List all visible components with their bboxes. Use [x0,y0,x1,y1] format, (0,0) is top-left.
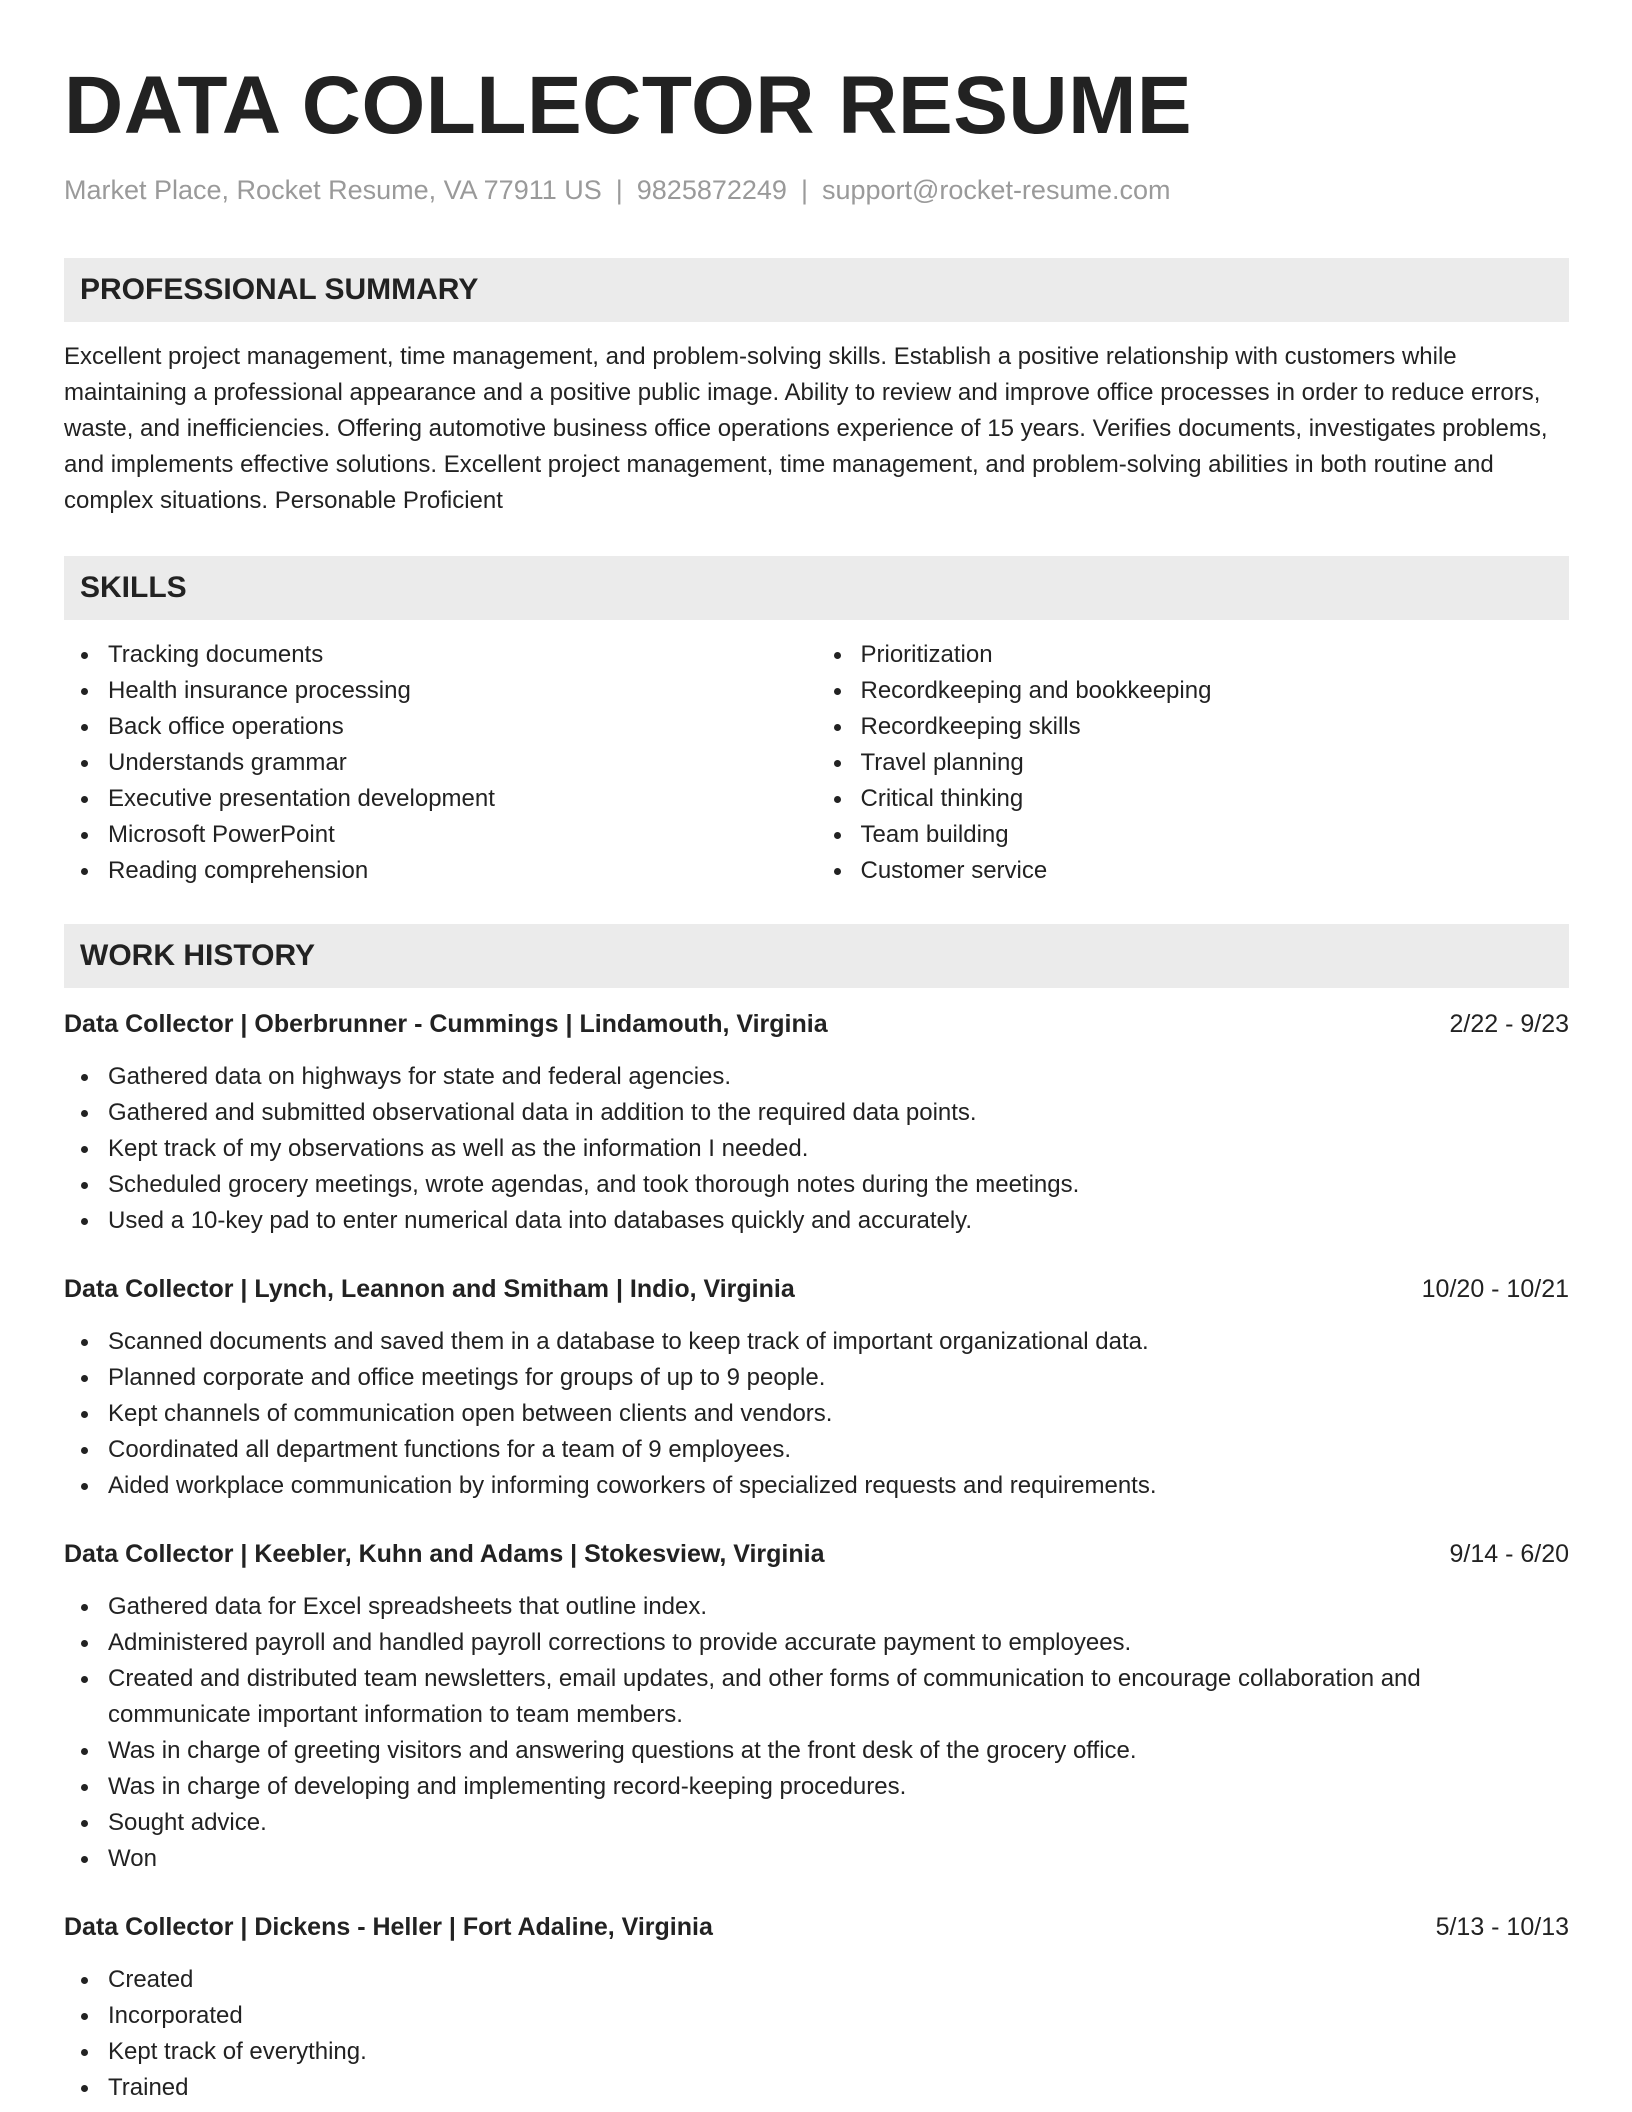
skill-item: Microsoft PowerPoint [108,817,817,853]
skill-item: Travel planning [861,745,1570,781]
job-entry [64,1006,1569,1239]
job-header [64,1271,1569,1307]
job-bullet: Sought advice. [108,1805,1569,1841]
job-bullet: Kept track of my observations as well as the information I needed. [108,1131,1569,1167]
job-bullets [64,1324,1569,1504]
skill-item: Recordkeeping and bookkeeping [861,673,1570,709]
job-bullet: Kept track of everything. [108,2034,1569,2070]
job-title: Data Collector | Dickens - Heller | Fort Adaline, Virginia [64,1913,713,1941]
job-bullets [64,1589,1569,1877]
job-entry [64,1536,1569,1877]
section-heading-work-history: WORK HISTORY [64,924,1569,988]
job-bullet: Won [108,1841,1569,1877]
job-bullet: Planned corporate and office meetings for groups of up to 9 people. [108,1360,1569,1396]
contact-line [64,174,1569,206]
contact-separator: | [615,175,623,205]
skill-item: Tracking documents [108,637,817,673]
job-bullets [64,1059,1569,1239]
job-header [64,1909,1569,1945]
job-bullet: Coordinated all department functions for a team of 9 employees. [108,1432,1569,1468]
job-bullet: Gathered data for Excel spreadsheets that outline index. [108,1589,1569,1625]
skill-item: Critical thinking [861,781,1570,817]
contact-phone: 9825872249 [636,175,787,205]
job-dates: 2/22 - 9/23 [1449,1010,1569,1038]
job-bullet: Gathered data on highways for state and federal agencies. [108,1059,1569,1095]
skill-item: Back office operations [108,709,817,745]
job-bullet: Kept channels of communication open between clients and vendors. [108,1396,1569,1432]
job-bullets [64,1962,1569,2106]
job-header [64,1536,1569,1572]
job-bullet: Used a 10-key pad to enter numerical data into databases quickly and accurately. [108,1203,1569,1239]
job-header [64,1006,1569,1042]
job-bullet: Incorporated [108,1998,1569,2034]
section-heading-summary: PROFESSIONAL SUMMARY [64,258,1569,322]
skill-item: Reading comprehension [108,853,817,889]
summary-paragraph: Excellent project management, time management, and problem-solving skills. Establish a positive relationship with customers while maintaining a professional appearance and a positive public image. Ability to review and improve office processes in order to reduce errors, waste, and inefficiencies. Offering automotive business office operations experience of 15 years. Verifies documents, investigates problems, and implements effective solutions. Excellent project management, time management, and problem-solving abilities in both routine and complex situations. Personable Proficient [64,343,1548,514]
job-bullet: Scanned documents and saved them in a database to keep track of important organizational data. [108,1324,1569,1360]
job-entry [64,1909,1569,2106]
skills-column-right [817,637,1570,889]
skill-item: Prioritization [861,637,1570,673]
job-title: Data Collector | Keebler, Kuhn and Adams | Stokesview, Virginia [64,1540,825,1568]
job-bullet: Created and distributed team newsletters, email updates, and other forms of communication to encourage collaboration and communicate important information to team members. [108,1661,1569,1733]
contact-email: support@rocket-resume.com [821,175,1171,205]
job-bullet: Created [108,1962,1569,1998]
job-bullet: Was in charge of developing and implementing record-keeping procedures. [108,1769,1569,1805]
job-bullet: Trained [108,2070,1569,2106]
job-bullet: Scheduled grocery meetings, wrote agendas, and took thorough notes during the meetings. [108,1167,1569,1203]
skill-item: Recordkeeping skills [861,709,1570,745]
job-dates: 10/20 - 10/21 [1421,1275,1569,1303]
skills-column-left [64,637,817,889]
job-bullet: Administered payroll and handled payroll corrections to provide accurate payment to employees. [108,1625,1569,1661]
skill-item: Understands grammar [108,745,817,781]
job-bullet: Aided workplace communication by informing coworkers of specialized requests and requirements. [108,1468,1569,1504]
job-dates: 9/14 - 6/20 [1449,1540,1569,1568]
skill-item: Executive presentation development [108,781,817,817]
section-heading-skills: SKILLS [64,556,1569,620]
job-bullet: Was in charge of greeting visitors and answering questions at the front desk of the grocery office. [108,1733,1569,1769]
resume-title: DATA COLLECTOR RESUME [64,60,1193,151]
job-entry [64,1271,1569,1504]
contact-address: Market Place, Rocket Resume, VA 77911 US [64,175,602,205]
skill-item: Health insurance processing [108,673,817,709]
job-dates: 5/13 - 10/13 [1435,1913,1569,1941]
job-title: Data Collector | Oberbrunner - Cummings | Lindamouth, Virginia [64,1010,828,1038]
job-title: Data Collector | Lynch, Leannon and Smitham | Indio, Virginia [64,1275,795,1303]
skills-grid [64,637,1569,889]
skill-item: Team building [861,817,1570,853]
skill-item: Customer service [861,853,1570,889]
job-bullet: Gathered and submitted observational data in addition to the required data points. [108,1095,1569,1131]
contact-separator: | [800,175,808,205]
